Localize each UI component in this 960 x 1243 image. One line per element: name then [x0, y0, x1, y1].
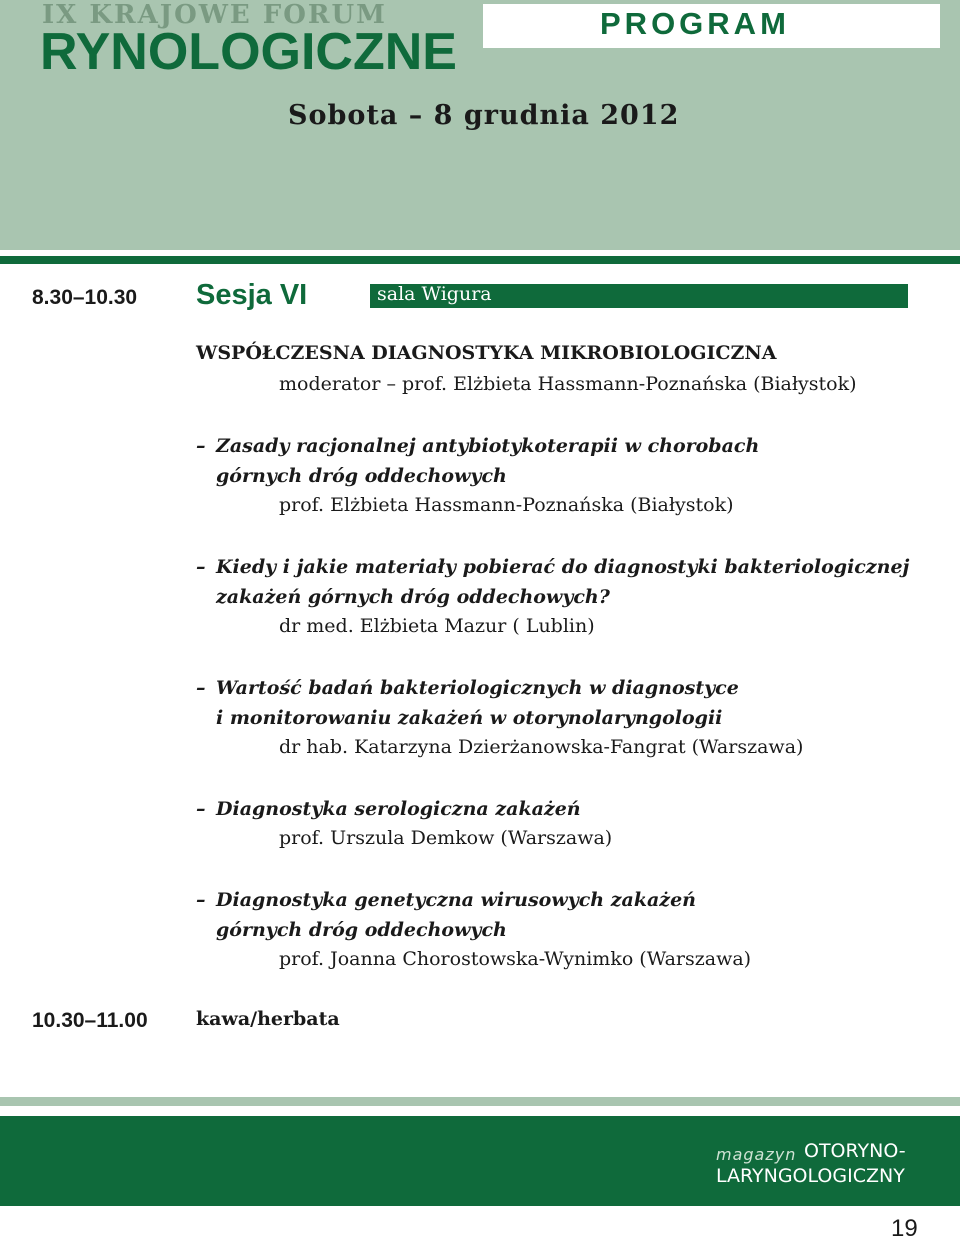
session-heading: WSPÓŁCZESNA DIAGNOSTYKA MIKROBIOLOGICZNA: [196, 342, 777, 364]
talk-dash: –: [196, 556, 206, 578]
break-label: kawa/herbata: [196, 1008, 340, 1030]
talk-speaker: prof. Elżbieta Hassmann-Poznańska (Białystok): [279, 494, 734, 516]
talk-title-line: Wartość badań bakteriologicznych w diagnostyce: [216, 677, 739, 699]
talk-dash: –: [196, 798, 206, 820]
talk-dash: –: [196, 889, 206, 911]
session-moderator: moderator – prof. Elżbieta Hassmann-Poznańska (Białystok): [279, 373, 857, 395]
break-time: 10.30–11.00: [32, 1009, 148, 1032]
forum-title-line1: IX KRAJOWE FORUM: [42, 0, 387, 30]
footer-divider: [0, 1097, 960, 1106]
talk-title-line: górnych dróg oddechowych: [216, 465, 507, 487]
talk-title-line: Diagnostyka serologiczna zakażeń: [216, 798, 581, 820]
magazine-title-line2: LARYNGOLOGICZNY: [716, 1165, 905, 1187]
talk-title: [196, 552, 909, 612]
talk-title-line: Diagnostyka genetyczna wirusowych zakażeń: [216, 889, 697, 911]
talk-title: [196, 431, 759, 491]
forum-title-line2: RYNOLOGICZNE: [40, 23, 457, 81]
talk-speaker: dr med. Elżbieta Mazur ( Lublin): [279, 615, 595, 637]
room-label: sala Wigura: [377, 283, 492, 305]
talk-dash: –: [196, 435, 206, 457]
session-title: Sesja VI: [196, 279, 308, 311]
talk-title: [196, 885, 696, 945]
magazine-prefix: magazyn: [716, 1145, 797, 1164]
talk-title: [196, 794, 581, 824]
talk-title-line: zakażeń górnych dróg oddechowych?: [216, 586, 610, 608]
program-label: PROGRAM: [600, 6, 790, 41]
talk-title-line: górnych dróg oddechowych: [216, 919, 507, 941]
talk-speaker: prof. Joanna Chorostowska-Wynimko (Warszawa): [279, 948, 752, 970]
talk-speaker: prof. Urszula Demkow (Warszawa): [279, 827, 613, 849]
talk-title-line: i monitorowaniu zakażeń w otorynolaryngologii: [216, 707, 723, 729]
talk-title-line: Zasady racjonalnej antybiotykoterapii w chorobach: [216, 435, 760, 457]
magazine-title-line1: OTORYNO-: [804, 1140, 906, 1162]
talk-speaker: dr hab. Katarzyna Dzierżanowska-Fangrat (Warszawa): [279, 736, 804, 758]
talk-title-line: Kiedy i jakie materiały pobierać do diagnostyki bakteriologicznej: [216, 556, 910, 578]
talk-title: [196, 673, 739, 733]
program-date: Sobota – 8 grudnia 2012: [288, 100, 680, 131]
page-number: 19: [891, 1215, 918, 1242]
talk-dash: –: [196, 677, 206, 699]
header-divider: [0, 256, 960, 264]
session-time: 8.30–10.30: [32, 286, 138, 309]
